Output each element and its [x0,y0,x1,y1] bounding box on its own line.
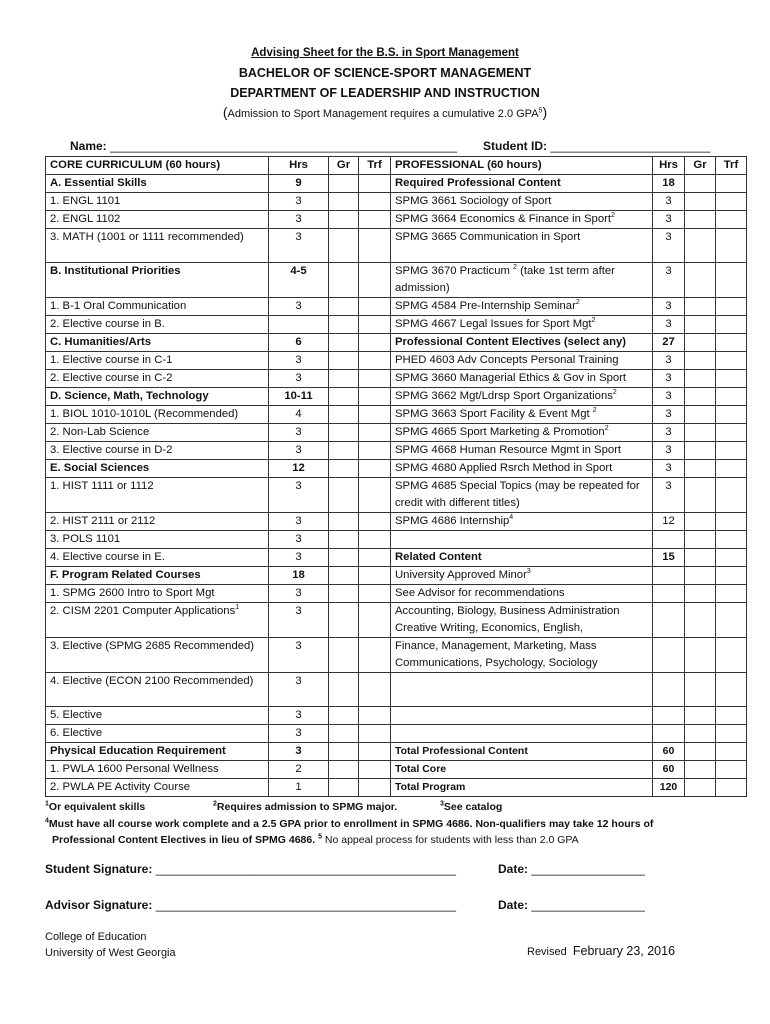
professional-course-cell: SPMG 3663 Sport Facility & Event Mgt $^2$ [391,406,653,424]
core-grade-cell[interactable] [329,406,359,424]
prof-grade-cell[interactable] [685,707,716,725]
core-hrs-cell [269,316,329,334]
core-grade-cell[interactable] [329,316,359,334]
professional-course-cell: SPMG 4685 Special Topics (may be repeated for credit with different titles) [391,478,653,513]
prof-grade-cell[interactable] [685,263,716,298]
core-hrs-cell: 3 [269,442,329,460]
prof-hrs-cell: 3 [653,424,685,442]
prof-hrs-cell: 60 [653,761,685,779]
university-name: University of West Georgia [45,947,176,959]
core-course-cell: 2. HIST 2111 or 2112 [46,513,269,531]
professional-course-cell: SPMG 4680 Applied Rsrch Method in Sport [391,460,653,478]
table-row [46,567,747,585]
professional-course-cell: SPMG 3670 Practicum $^2$ (take 1st term after admission) [391,263,653,298]
core-transfer-cell[interactable] [359,779,391,797]
professional-course-cell: Finance, Management, Marketing, Mass Communications, Psychology, Sociology [391,638,653,673]
prof-grade-cell[interactable] [685,513,716,531]
core-transfer-cell[interactable] [359,263,391,298]
core-course-cell: D. Science, Math, Technology [46,388,269,406]
core-course-cell: 1. PWLA 1600 Personal Wellness [46,761,269,779]
table-row [46,549,747,567]
prof-grade-cell[interactable] [685,442,716,460]
core-grade-cell[interactable] [329,263,359,298]
core-grade-cell[interactable] [329,298,359,316]
core-course-cell: 1. BIOL 1010-1010L (Recommended) [46,406,269,424]
student-date-field[interactable]: Date: _________________ [498,862,645,876]
core-hrs-cell: 3 [269,707,329,725]
core-course-cell: 3. POLS 1101 [46,531,269,549]
core-hrs-cell: 4 [269,406,329,424]
prof-hrs-header: Hrs [653,157,685,175]
core-course-cell: 1. ENGL 1101 [46,193,269,211]
core-hrs-cell: 12 [269,460,329,478]
core-grade-cell[interactable] [329,229,359,263]
professional-course-cell: SPMG 4584 Pre-Internship Seminar$^2$ [391,298,653,316]
table-row [46,638,747,673]
core-transfer-cell[interactable] [359,513,391,531]
table-row [46,424,747,442]
table-row [46,263,747,298]
prof-transfer-cell[interactable] [716,478,747,513]
professional-course-cell [391,531,653,549]
core-transfer-cell[interactable] [359,603,391,638]
core-hrs-cell: 6 [269,334,329,352]
core-grade-cell[interactable] [329,603,359,638]
core-transfer-cell[interactable] [359,549,391,567]
core-grade-cell[interactable] [329,460,359,478]
degree-title: BACHELOR OF SCIENCE-SPORT MANAGEMENT [238,66,532,80]
footnote-4: $^4$Must have all course work complete and a 2.5 GPA prior to enrollment in SPMG 4686. Non-qualifiers may take 12 hours of [45,817,654,830]
core-course-cell: 1. SPMG 2600 Intro to Sport Mgt [46,585,269,603]
prof-hrs-cell: 27 [653,334,685,352]
core-course-cell: A. Essential Skills [46,175,269,193]
core-grade-cell[interactable] [329,175,359,193]
table-row [46,211,747,229]
core-course-cell: Physical Education Requirement [46,743,269,761]
table-row [46,761,747,779]
core-hrs-cell: 3 [269,424,329,442]
prof-transfer-cell[interactable] [716,352,747,370]
core-transfer-cell[interactable] [359,585,391,603]
core-transfer-cell[interactable] [359,193,391,211]
prof-grade-cell[interactable] [685,725,716,743]
core-course-cell: B. Institutional Priorities [46,263,269,298]
professional-course-cell: See Advisor for recommendations [391,585,653,603]
core-grade-cell[interactable] [329,761,359,779]
professional-course-cell: Total Professional Content [391,743,653,761]
prof-transfer-cell[interactable] [716,779,747,797]
core-grade-cell[interactable] [329,743,359,761]
prof-transfer-cell[interactable] [716,211,747,229]
core-grade-cell[interactable] [329,567,359,585]
prof-hrs-cell: 3 [653,478,685,513]
professional-course-cell: SPMG 4686 Internship$^4$ [391,513,653,531]
core-transfer-cell[interactable] [359,316,391,334]
core-hrs-cell: 3 [269,513,329,531]
prof-grade-cell[interactable] [685,603,716,638]
core-hrs-cell: 3 [269,531,329,549]
prof-transfer-cell[interactable] [716,567,747,585]
prof-grade-cell[interactable] [685,352,716,370]
core-course-cell: 2. Elective course in B. [46,316,269,334]
professional-course-cell: SPMG 4665 Sport Marketing & Promotion$^2$ [391,424,653,442]
prof-transfer-cell[interactable] [716,442,747,460]
professional-course-cell [391,725,653,743]
prof-transfer-cell[interactable] [716,585,747,603]
prof-hrs-cell [653,707,685,725]
core-course-cell: 1. B-1 Oral Communication [46,298,269,316]
core-transfer-cell[interactable] [359,442,391,460]
core-course-cell: 4. Elective (ECON 2100 Recommended) [46,673,269,707]
core-course-cell: 1. Elective course in C-1 [46,352,269,370]
prof-grade-cell[interactable] [685,478,716,513]
prof-trf-header: Trf [716,157,747,175]
prof-grade-cell[interactable] [685,779,716,797]
prof-transfer-cell[interactable] [716,175,747,193]
prof-transfer-cell[interactable] [716,370,747,388]
prof-hrs-cell: 3 [653,370,685,388]
professional-course-cell: SPMG 3662 Mgt/Ldrsp Sport Organizations$^2$ [391,388,653,406]
professional-course-cell: SPMG 4667 Legal Issues for Sport Mgt$^2$ [391,316,653,334]
professional-course-cell: SPMG 3664 Economics & Finance in Sport$^2$ [391,211,653,229]
core-transfer-cell[interactable] [359,229,391,263]
core-hrs-cell: 3 [269,603,329,638]
prof-grade-cell[interactable] [685,193,716,211]
revised-date: Revised February 23, 2016 [527,944,676,958]
core-transfer-cell[interactable] [359,406,391,424]
professional-course-cell: SPMG 3660 Managerial Ethics & Gov in Sport [391,370,653,388]
core-hrs-cell: 10-11 [269,388,329,406]
core-hrs-cell: 9 [269,175,329,193]
prof-transfer-cell[interactable] [716,298,747,316]
prof-grade-cell[interactable] [685,316,716,334]
prof-grade-cell[interactable] [685,229,716,263]
core-course-cell: 3. Elective (SPMG 2685 Recommended) [46,638,269,673]
prof-transfer-cell[interactable] [716,707,747,725]
table-row [46,442,747,460]
core-hrs-cell: 3 [269,352,329,370]
professional-course-cell: SPMG 3661 Sociology of Sport [391,193,653,211]
table-row [46,513,747,531]
prof-hrs-cell [653,531,685,549]
prof-transfer-cell[interactable] [716,513,747,531]
prof-transfer-cell[interactable] [716,334,747,352]
core-course-cell: C. Humanities/Arts [46,334,269,352]
core-grade-cell[interactable] [329,513,359,531]
core-grade-cell[interactable] [329,478,359,513]
core-grade-cell[interactable] [329,638,359,673]
prof-hrs-cell: 3 [653,406,685,424]
core-hrs-cell: 3 [269,585,329,603]
prof-hrs-cell: 18 [653,175,685,193]
core-transfer-cell[interactable] [359,707,391,725]
core-hrs-cell: 3 [269,229,329,263]
core-transfer-cell[interactable] [359,673,391,707]
prof-grade-cell[interactable] [685,549,716,567]
table-header-row [46,157,747,175]
table-row [46,175,747,193]
prof-transfer-cell[interactable] [716,531,747,549]
core-hrs-cell: 3 [269,638,329,673]
student-id-field[interactable]: Student ID: ________________________ [483,139,711,153]
prof-grade-cell[interactable] [685,531,716,549]
core-grade-cell[interactable] [329,352,359,370]
prof-grade-cell[interactable] [685,638,716,673]
prof-grade-cell[interactable] [685,211,716,229]
core-transfer-cell[interactable] [359,352,391,370]
prof-hrs-cell: 3 [653,352,685,370]
core-course-cell: 6. Elective [46,725,269,743]
name-field[interactable]: Name: ____________________________________________________ [70,139,458,153]
advisor-signature-field[interactable]: Advisor Signature: _____________________________________________ [45,898,457,912]
prof-grade-cell[interactable] [685,460,716,478]
department-title: DEPARTMENT OF LEADERSHIP AND INSTRUCTION [230,86,540,100]
prof-transfer-cell[interactable] [716,193,747,211]
professional-course-cell [391,707,653,725]
core-transfer-cell[interactable] [359,743,391,761]
prof-transfer-cell[interactable] [716,316,747,334]
core-hrs-cell: 3 [269,193,329,211]
core-grade-cell[interactable] [329,193,359,211]
prof-grade-cell[interactable] [685,175,716,193]
core-gr-header: Gr [329,157,359,175]
prof-transfer-cell[interactable] [716,460,747,478]
prof-hrs-cell: 3 [653,263,685,298]
core-course-cell: 3. MATH (1001 or 1111 recommended) [46,229,269,263]
prof-grade-cell[interactable] [685,388,716,406]
table-row [46,316,747,334]
core-hrs-cell: 3 [269,298,329,316]
professional-course-cell: Related Content [391,549,653,567]
footnotes-line-1: $^1$Or equivalent skills $^2$Requires admission to SPMG major. $^3$See catalog [45,800,503,813]
table-row [46,334,747,352]
core-transfer-cell[interactable] [359,424,391,442]
core-hrs-cell: 3 [269,478,329,513]
prof-hrs-cell: 3 [653,442,685,460]
core-hrs-cell: 3 [269,673,329,707]
table-row [46,531,747,549]
prof-hrs-cell [653,603,685,638]
prof-hrs-cell: 3 [653,211,685,229]
table-row [46,352,747,370]
core-transfer-cell[interactable] [359,460,391,478]
prof-hrs-cell: 120 [653,779,685,797]
core-transfer-cell[interactable] [359,211,391,229]
prof-grade-cell[interactable] [685,761,716,779]
core-trf-header: Trf [359,157,391,175]
sheet-title: Advising Sheet for the B.S. in Sport Management [251,47,519,59]
prof-hrs-cell: 3 [653,298,685,316]
core-grade-cell[interactable] [329,388,359,406]
core-hrs-cell: 3 [269,549,329,567]
prof-hrs-cell [653,567,685,585]
prof-transfer-cell[interactable] [716,388,747,406]
table-row [46,460,747,478]
professional-course-cell: Total Core [391,761,653,779]
prof-transfer-cell[interactable] [716,229,747,263]
prof-transfer-cell[interactable] [716,638,747,673]
prof-grade-cell[interactable] [685,424,716,442]
prof-grade-cell[interactable] [685,743,716,761]
core-course-cell: 3. Elective course in D-2 [46,442,269,460]
core-hrs-cell: 1 [269,779,329,797]
prof-hrs-cell: 3 [653,460,685,478]
prof-grade-cell[interactable] [685,673,716,707]
core-hrs-header: Hrs [269,157,329,175]
table-row [46,370,747,388]
prof-transfer-cell[interactable] [716,761,747,779]
prof-grade-cell[interactable] [685,406,716,424]
professional-course-cell: University Approved Minor$^3$ [391,567,653,585]
prof-hrs-cell [653,638,685,673]
core-transfer-cell[interactable] [359,388,391,406]
prof-transfer-cell[interactable] [716,743,747,761]
core-grade-cell[interactable] [329,334,359,352]
footnote-4-cont: Professional Content Electives in lieu of SPMG 4686. $^5$ No appeal process for students with less than 2.0 GPA [52,833,579,846]
prof-transfer-cell[interactable] [716,725,747,743]
professional-header: PROFESSIONAL (60 hours) [391,157,653,175]
professional-course-cell: Total Program [391,779,653,797]
core-hrs-cell: 18 [269,567,329,585]
core-hrs-cell: 4-5 [269,263,329,298]
core-hrs-cell: 3 [269,370,329,388]
core-course-cell: 4. Elective course in E. [46,549,269,567]
core-hrs-cell: 2 [269,761,329,779]
prof-grade-cell[interactable] [685,370,716,388]
table-row [46,603,747,638]
core-course-cell: 5. Elective [46,707,269,725]
core-course-cell: 2. CISM 2201 Computer Applications$^1$ [46,603,269,638]
core-grade-cell[interactable] [329,673,359,707]
curriculum-table [45,156,747,797]
table-row [46,707,747,725]
core-grade-cell[interactable] [329,707,359,725]
core-hrs-cell: 3 [269,725,329,743]
prof-transfer-cell[interactable] [716,673,747,707]
core-course-cell: 2. Non-Lab Science [46,424,269,442]
prof-hrs-cell: 15 [653,549,685,567]
core-transfer-cell[interactable] [359,638,391,673]
prof-grade-cell[interactable] [685,567,716,585]
prof-gr-header: Gr [685,157,716,175]
prof-hrs-cell: 3 [653,193,685,211]
core-grade-cell[interactable] [329,531,359,549]
professional-course-cell: Professional Content Electives (select any) [391,334,653,352]
prof-hrs-cell: 3 [653,229,685,263]
student-signature-field[interactable]: Student Signature: _____________________________________________ [45,862,457,876]
core-hrs-cell: 3 [269,211,329,229]
core-course-cell: 2. Elective course in C-2 [46,370,269,388]
prof-hrs-cell [653,725,685,743]
prof-grade-cell[interactable] [685,334,716,352]
table-row [46,229,747,263]
core-transfer-cell[interactable] [359,334,391,352]
core-hrs-cell: 3 [269,743,329,761]
prof-hrs-cell: 12 [653,513,685,531]
table-row [46,673,747,707]
prof-hrs-cell: 60 [653,743,685,761]
table-row [46,725,747,743]
college-name: College of Education [45,931,147,943]
table-row [46,388,747,406]
prof-hrs-cell [653,673,685,707]
core-grade-cell[interactable] [329,442,359,460]
prof-hrs-cell [653,585,685,603]
core-transfer-cell[interactable] [359,370,391,388]
professional-course-cell: SPMG 3665 Communication in Sport [391,229,653,263]
core-transfer-cell[interactable] [359,298,391,316]
core-course-cell: E. Social Sciences [46,460,269,478]
core-course-cell: 2. PWLA PE Activity Course [46,779,269,797]
professional-course-cell [391,673,653,707]
core-grade-cell[interactable] [329,211,359,229]
core-transfer-cell[interactable] [359,761,391,779]
table-row [46,193,747,211]
professional-course-cell: Required Professional Content [391,175,653,193]
core-transfer-cell[interactable] [359,478,391,513]
professional-course-cell: PHED 4603 Adv Concepts Personal Training [391,352,653,370]
core-course-cell: 2. ENGL 1102 [46,211,269,229]
core-grade-cell[interactable] [329,779,359,797]
core-grade-cell[interactable] [329,549,359,567]
prof-transfer-cell[interactable] [716,549,747,567]
admission-note: (Admission to Sport Management requires a cumulative 2.0 GPA$^5$) [222,104,548,120]
advisor-date-field[interactable]: Date: _________________ [498,898,645,912]
prof-transfer-cell[interactable] [716,263,747,298]
prof-hrs-cell: 3 [653,316,685,334]
table-row [46,406,747,424]
professional-course-cell: SPMG 4668 Human Resource Mgmt in Sport [391,442,653,460]
core-course-cell: 1. HIST 1111 or 1112 [46,478,269,513]
core-grade-cell[interactable] [329,585,359,603]
table-row [46,779,747,797]
prof-grade-cell[interactable] [685,298,716,316]
table-row [46,298,747,316]
prof-grade-cell[interactable] [685,585,716,603]
prof-transfer-cell[interactable] [716,406,747,424]
core-transfer-cell[interactable] [359,175,391,193]
table-row [46,743,747,761]
prof-hrs-cell: 3 [653,388,685,406]
prof-transfer-cell[interactable] [716,424,747,442]
core-grade-cell[interactable] [329,725,359,743]
table-row [46,478,747,513]
core-transfer-cell[interactable] [359,725,391,743]
core-grade-cell[interactable] [329,424,359,442]
professional-course-cell: Accounting, Biology, Business Administration Creative Writing, Economics, English, [391,603,653,638]
core-course-cell: F. Program Related Courses [46,567,269,585]
core-transfer-cell[interactable] [359,531,391,549]
core-grade-cell[interactable] [329,370,359,388]
core-transfer-cell[interactable] [359,567,391,585]
core-header: CORE CURRICULUM (60 hours) [46,157,269,175]
table-row [46,585,747,603]
prof-transfer-cell[interactable] [716,603,747,638]
